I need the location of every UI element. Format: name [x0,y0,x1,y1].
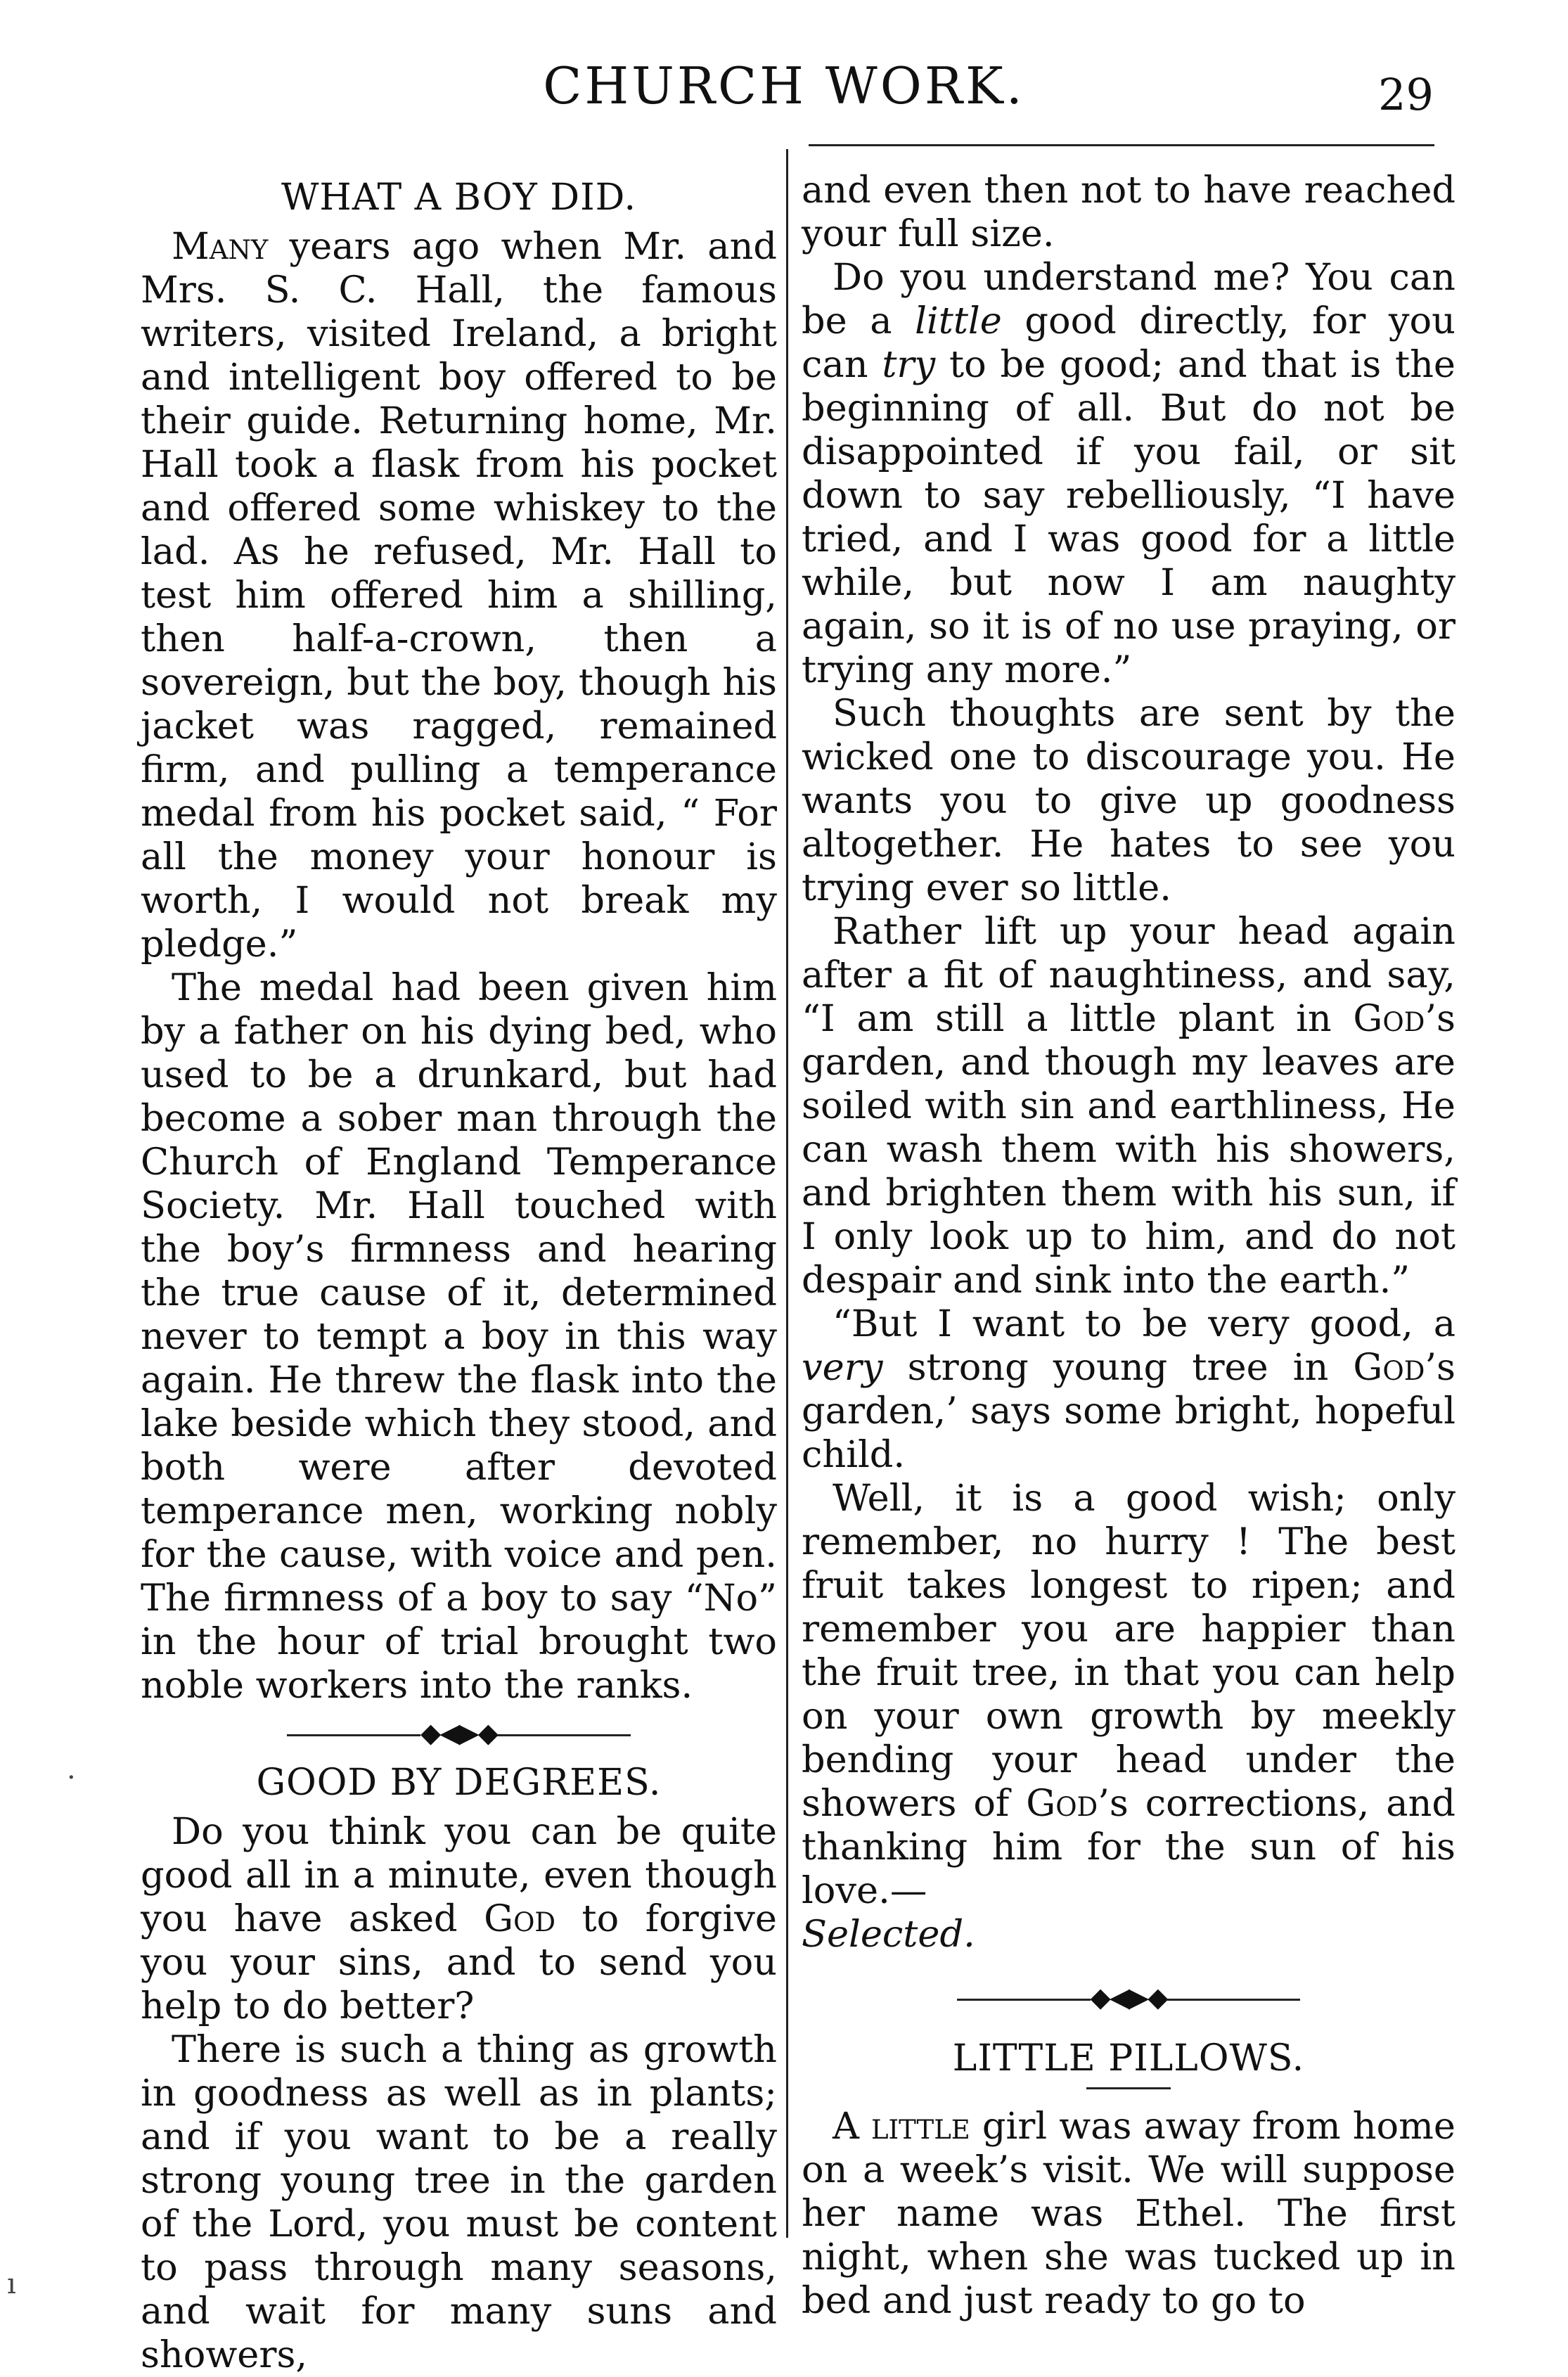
paragraph: The medal had been given him by a father on his dying bed, who used to be a drunkard, but had become a sober man through the Church of England Temperance Society. Mr. Hall touched with the boy’s firmness and hearing the true cause of it, determined never to tempt a boy in this way again. He threw the flask into the lake beside which they stood, and both were after devoted temperance men, working nobly for the cause, with voice and pen. The firmness of a boy to say “No” in the hour of trial brought two noble workers into the ranks. [141,966,777,1707]
paragraph: Well, it is a good wish; only remember, no hurry ! The best fruit takes longest to ripen; and remember you are happier than the fruit tree, in that you can help on your own growth by meekly bending your head under the showers of God’s corrections, and thanking him for the sun of his love.— Selected. [802,1477,1456,1956]
paragraph: Do you think you can be quite good all in a minute, even though you have asked God to forgive you your sins, and to send you help to do better? [141,1810,778,2027]
margin-mark: ı [7,2268,16,2300]
paragraph: Rather lift up your head again after a fit of naughtiness, and say, “I am still a little plant in God’s garden, and though my leaves are soiled with sin and earthliness, He can wash them with his showers, and brighten them with his sun, if I only look up to him, and do not despair and sink into the earth.” [802,910,1455,1302]
header-rule [809,144,1434,146]
paragraph: Many years ago when Mr. and Mrs. S. C. Hall, the famous writers, visited Ireland, a bright and intelligent boy offered to be their guide. Returning home, Mr. Hall took a flask from his pocket and offered some whiskey to the lad. As he refused, Mr. Hall to test him offered him a shilling, then half-a-crown, then a sovereign, but the boy, though his jacket was ragged, remained firm, and pulling a temperance medal from his pocket said, “ For all the money your honour is worth, I would not break my pledge.” [141,225,777,966]
paragraph: A little girl was away from home on a week’s visit. We will suppose her name was Ethel. The first night, when she was tucked up in bed and just ready to go to [802,2105,1455,2322]
short-rule [1086,2087,1171,2089]
left-column [141,169,777,2377]
heading-what-a-boy-did: WHAT A BOY DID. [281,177,637,219]
heading-good-by-degrees: GOOD BY DEGREES. [256,1762,662,1804]
paragraph: “But I want to be very good, a very strong young tree in God’s garden,’ says some bright, hopeful child. [802,1302,1455,1476]
paragraph: Do you understand me? You can be a little good directly, for you can try to be good; and that is the beginning of all. But do not be disappointed if you fail, or sit down to say rebelliously, “I have tried, and I was good for a little while, but now I am naughty again, so it is of no use praying, or trying any more.” [802,256,1455,691]
paragraph: Such thoughts are sent by the wicked one to discourage you. He wants you to give up goodness altogether. He hates to see you trying ever so little. [802,692,1455,909]
page-number: 29 [1378,69,1434,120]
drop-word: Many [172,225,269,268]
column-divider [786,149,788,2238]
ornamental-divider: ◆◀▶◆ [802,1976,1455,2018]
ornamental-divider: ◆◀▶◆ [141,1712,777,1754]
heading-little-pillows: LITTLE PILLOWS. [952,2037,1305,2080]
paragraph-continued: and even then not to have reached your full size. [802,169,1455,255]
margin-mark: · [67,1762,76,1794]
right-column [802,169,1455,2323]
running-title: CHURCH WORK. [543,56,1025,115]
paragraph: There is such a thing as growth in goodness as well as in plants; and if you want to be a really strong young tree in the garden of the Lord, you must be content to pass through many seasons, and wait for many suns and showers, [141,2028,777,2376]
attribution: Selected. [802,1913,975,1956]
